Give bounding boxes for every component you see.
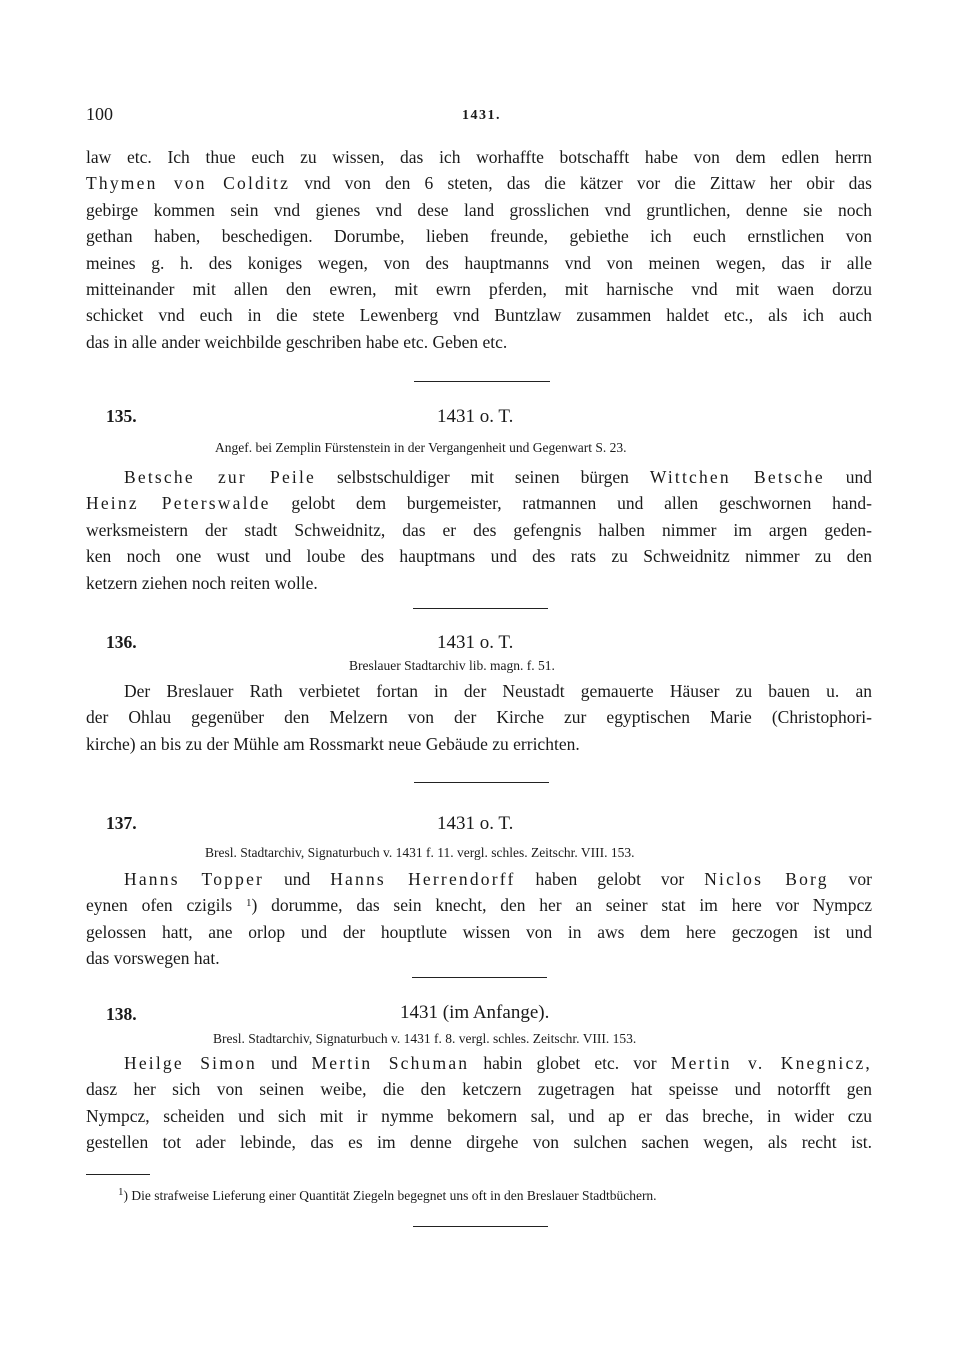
section-divider (414, 782, 549, 783)
text-run: vor (828, 869, 872, 889)
footnote-ref: 1 (245, 897, 252, 910)
section-divider (412, 977, 547, 978)
text-line: schicket vnd euch in die stete Lewenberg vnd Buntzlaw zusammen haldet etc., als ich auch (86, 305, 872, 326)
spaced-name: Wittchen Betsche (649, 467, 825, 487)
text-line: das vorswegen hat. (86, 948, 220, 969)
text-line: dasz her sich von seinen weibe, die den ketczern zugetragen hat speisse und notorfft gen (86, 1079, 872, 1100)
entry-date: 1431 o. T. (437, 813, 514, 834)
entry-number: 137. (106, 813, 137, 833)
continuation-paragraph (86, 144, 872, 355)
text-line: Nympcz, scheiden und sich mit ir nymme bekomern sal, und ap er das breche, in wider czu (86, 1105, 872, 1126)
text-line: meines g. h. des koniges wegen, von des hauptmanns vnd von meinen wegen, das ir alle (86, 252, 872, 273)
footnote-divider (86, 1174, 150, 1175)
running-header-year: 1431. (462, 108, 501, 123)
text-line: gestellen tot ader lebinde, das es im denne dirgehe von sulchen sachen wegen, als recht ist. (86, 1132, 872, 1153)
text-line: ken noch one wust und loube des hauptmans und des rats zu Schweidnitz nimmer zu den (86, 546, 872, 567)
section-divider (413, 608, 548, 609)
text-run: haben gelobt vor (515, 869, 705, 889)
text-run: habin globet etc. vor (469, 1053, 671, 1073)
spaced-name: Mertin Schuman (311, 1053, 470, 1073)
spaced-name: Mertin v. Knegnicz, (670, 1053, 872, 1073)
text-line: kirche) an bis zu der Mühle am Rossmarkt neue Gebäude zu errichten. (86, 733, 580, 754)
entry-text (86, 464, 872, 596)
entry-number: 138. (106, 1004, 137, 1024)
text-run: selbstschuldiger mit seinen bürgen (316, 467, 650, 487)
text-line: ketzern ziehen noch reiten wolle. (86, 572, 318, 593)
entry-text (86, 1050, 872, 1156)
spaced-name: Betsche zur Peile (124, 467, 317, 487)
text-run: vnd von den 6 steten, das die kätzer vor die Zittaw her obir das (290, 173, 872, 194)
text-line: gebirge kommen sein vnd gienes vnd dese land grosslichen vnd gruntlichen, denne sie noch (86, 199, 872, 220)
text-line: Der Breslauer Rath verbietet fortan in der Neustadt gemauerte Häuser zu bauen u. an (124, 681, 872, 701)
spaced-name: Heilge Simon (124, 1053, 257, 1073)
footnote (118, 1188, 657, 1204)
text-line: gelossen hatt, ane orlop und der houptlute wissen von in aws dem here geczogen ist und (86, 921, 872, 942)
text-run: eynen ofen czigils (86, 895, 246, 916)
entry-date: 1431 o. T. (437, 632, 514, 653)
page-number: 100 (86, 104, 113, 124)
text-line (86, 892, 872, 918)
entry-source: Breslauer Stadtarchiv lib. magn. f. 51. (349, 658, 555, 673)
entry-date: 1431 (im Anfange). (400, 1002, 550, 1023)
section-divider (414, 381, 550, 382)
entry-number: 135. (106, 406, 137, 426)
entry-text (86, 866, 872, 972)
spaced-name: Heinz Peterswalde (86, 493, 271, 514)
entry-text (86, 678, 872, 757)
entry-source: Bresl. Stadtarchiv, Signaturbuch v. 1431 f. 8. vergl. schles. Zeitschr. VIII. 153. (213, 1031, 637, 1046)
footnote-marker: 1 (118, 1186, 124, 1198)
text-line: law etc. Ich thue euch zu wissen, das ich worhaffte botschafft habe von dem edlen herrn (86, 147, 872, 167)
entry-date: 1431 o. T. (437, 406, 514, 427)
spaced-name: Thymen von Colditz (86, 173, 291, 194)
footnote-text: ) Die strafweise Lieferung einer Quantität Ziegeln begegnet uns oft in den Breslauer Stadtbüchern. (123, 1188, 657, 1203)
text-line: gethan haben, beschedigen. Dorumbe, lieben freunde, gebiethe ich euch ernstlichen von (86, 226, 872, 247)
text-line (86, 1050, 872, 1076)
text-run: ) dorumme, das sein knecht, den her an seiner stat im here vor Nympcz (251, 895, 872, 916)
entry-source: Bresl. Stadtarchiv, Signaturbuch v. 1431 f. 11. vergl. schles. Zeitschr. VIII. 153. (205, 845, 635, 860)
text-run: und (824, 467, 872, 487)
text-line: werksmeistern der stadt Schweidnitz, das er des gefengnis halben nimmer im argen geden- (86, 519, 872, 540)
entry-source: Angef. bei Zemplin Fürstenstein in der Vergangenheit und Gegenwart S. 23. (215, 440, 627, 455)
text-line: mitteinander mit allen den ewren, mit ewrn pferden, mit harnische vnd mit waen dorzu (86, 279, 872, 300)
text-line (86, 866, 872, 892)
text-run: und (264, 869, 331, 889)
text-line: der Ohlau gegenüber den Melzern von der Kirche zur egyptischen Marie (Christophori- (86, 707, 872, 728)
text-line: das in alle ander weichbilde geschriben habe etc. Geben etc. (86, 331, 508, 352)
entry-number: 136. (106, 632, 137, 652)
text-line (86, 490, 872, 516)
text-line (86, 170, 872, 196)
text-run: und (256, 1053, 312, 1073)
text-run: gelobt dem burgemeister, ratmannen und allen geschwornen hand- (270, 493, 872, 514)
spaced-name: Niclos Borg (704, 869, 829, 889)
text-line (86, 464, 872, 490)
page-end-divider (413, 1226, 548, 1227)
spaced-name: Hanns Herrendorff (330, 869, 516, 889)
spaced-name: Hanns Topper (124, 869, 265, 889)
